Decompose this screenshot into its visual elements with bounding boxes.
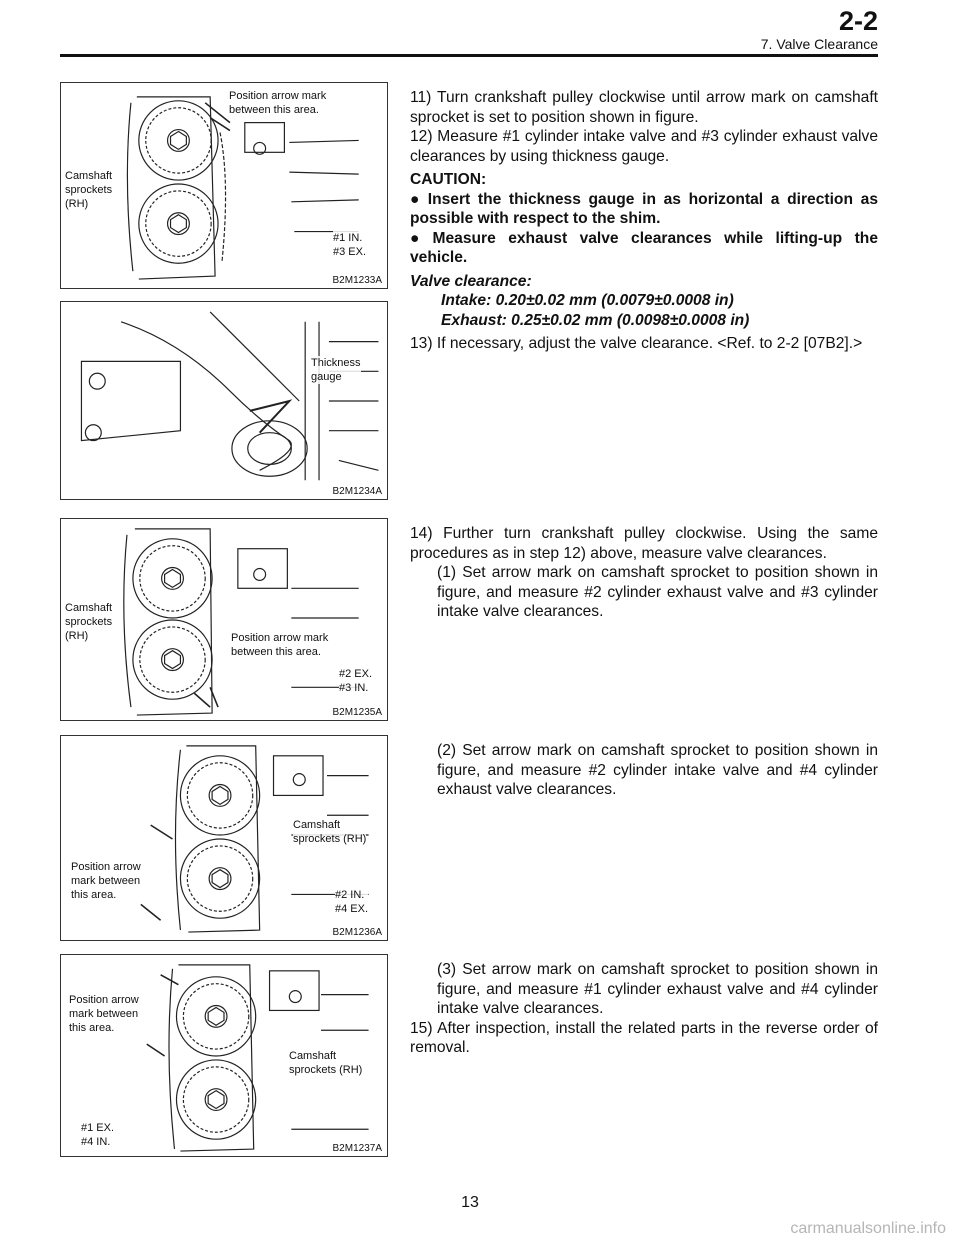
valve-clearance-title: Valve clearance: <box>410 272 532 290</box>
figure-id: B2M1234A <box>332 486 382 497</box>
figure-b2m1236a <box>60 735 388 941</box>
step-14: 14) Further turn crankshaft pulley clockwise. Using the same procedures as in step 12) above, measure valve clearances. <box>410 525 878 562</box>
arrow-mark-label: Position arrow mark between this area. <box>71 861 141 901</box>
camshaft-sprocket-label: Camshaft sprockets (RH) <box>293 819 367 845</box>
thickness-gauge-diagram <box>61 302 387 499</box>
arrow-mark-label: Position arrow mark between this area. <box>231 632 329 658</box>
valve-label: #2 EX. #3 IN. <box>339 668 373 694</box>
arrow-mark-label: Position arrow mark between this area. <box>229 90 327 116</box>
figure-b2m1237a <box>60 954 388 1157</box>
figure-id: B2M1233A <box>332 275 382 286</box>
camshaft-sprocket-label: Camshaft sprockets (RH) <box>65 170 113 210</box>
step-15: 15) After inspection, install the related parts in the reverse order of removal. <box>410 1019 878 1056</box>
text-block-step-14-3-15 <box>410 960 878 1058</box>
valve-clearance-intake: Intake: 0.20±0.02 mm (0.0079±0.0008 in) <box>441 292 734 309</box>
page-number: 13 <box>461 1194 479 1211</box>
valve-label: #2 IN. #4 EX. <box>335 889 369 915</box>
step-11: 11) Turn crankshaft pulley clockwise until arrow mark on camshaft sprocket is set to position shown in figure. <box>410 89 878 126</box>
text-block-step-14 <box>410 524 878 622</box>
valve-label: #1 IN. #3 EX. <box>333 232 367 258</box>
figure-b2m1233a <box>60 82 388 289</box>
arrow-mark-label: Position arrow mark between this area. <box>69 994 139 1034</box>
figure-b2m1234a <box>60 301 388 500</box>
figure-b2m1235a <box>60 518 388 721</box>
figure-id: B2M1237A <box>332 1143 382 1154</box>
watermark: carmanualsonline.info <box>790 1220 946 1237</box>
step-14-1: (1) Set arrow mark on camshaft sprocket to position shown in figure, and measure #2 cylinder exhaust valve and #3 cylinder intake valve clearances. <box>437 564 878 620</box>
step-14-2: (2) Set arrow mark on camshaft sprocket to position shown in figure, and measure #2 cylinder intake valve and #4 cylinder exhaust valve clearances. <box>437 742 878 798</box>
caution-heading: CAUTION: <box>410 171 487 188</box>
bullet-icon: ● <box>410 229 428 247</box>
camshaft-sprocket-label: Camshaft sprockets (RH) <box>65 602 113 642</box>
caution-item-1: ● Insert the thickness gauge in as horizontal a direction as possible with respect to the shim. <box>410 190 878 227</box>
caution-item-2: ● Measure exhaust valve clearances while lifting-up the vehicle. <box>410 229 878 266</box>
step-14-3: (3) Set arrow mark on camshaft sprocket to position shown in figure, and measure #1 cylinder exhaust valve and #4 cylinder intake valve clearances. <box>437 961 878 1017</box>
section-title: 7. Valve Clearance <box>760 36 878 52</box>
valve-label: #1 EX. #4 IN. <box>81 1122 115 1148</box>
text-block-step-14-2 <box>410 741 878 800</box>
text-block-steps-11-13 <box>410 88 878 354</box>
section-number: 2-2 <box>838 6 878 36</box>
figure-id: B2M1235A <box>332 707 382 718</box>
camshaft-sprocket-label: Camshaft sprockets (RH) <box>289 1050 363 1076</box>
figure-id: B2M1236A <box>332 927 382 938</box>
step-13: 13) If necessary, adjust the valve clearance. <Ref. to 2-2 [07B2].> <box>410 335 863 352</box>
header-rule <box>60 54 878 57</box>
thickness-gauge-label: Thickness gauge <box>311 357 361 383</box>
step-12: 12) Measure #1 cylinder intake valve and #3 cylinder exhaust valve clearances by using thickness gauge. <box>410 128 878 165</box>
valve-clearance-exhaust: Exhaust: 0.25±0.02 mm (0.0098±0.0008 in) <box>441 311 750 329</box>
bullet-icon: ● <box>410 190 423 208</box>
